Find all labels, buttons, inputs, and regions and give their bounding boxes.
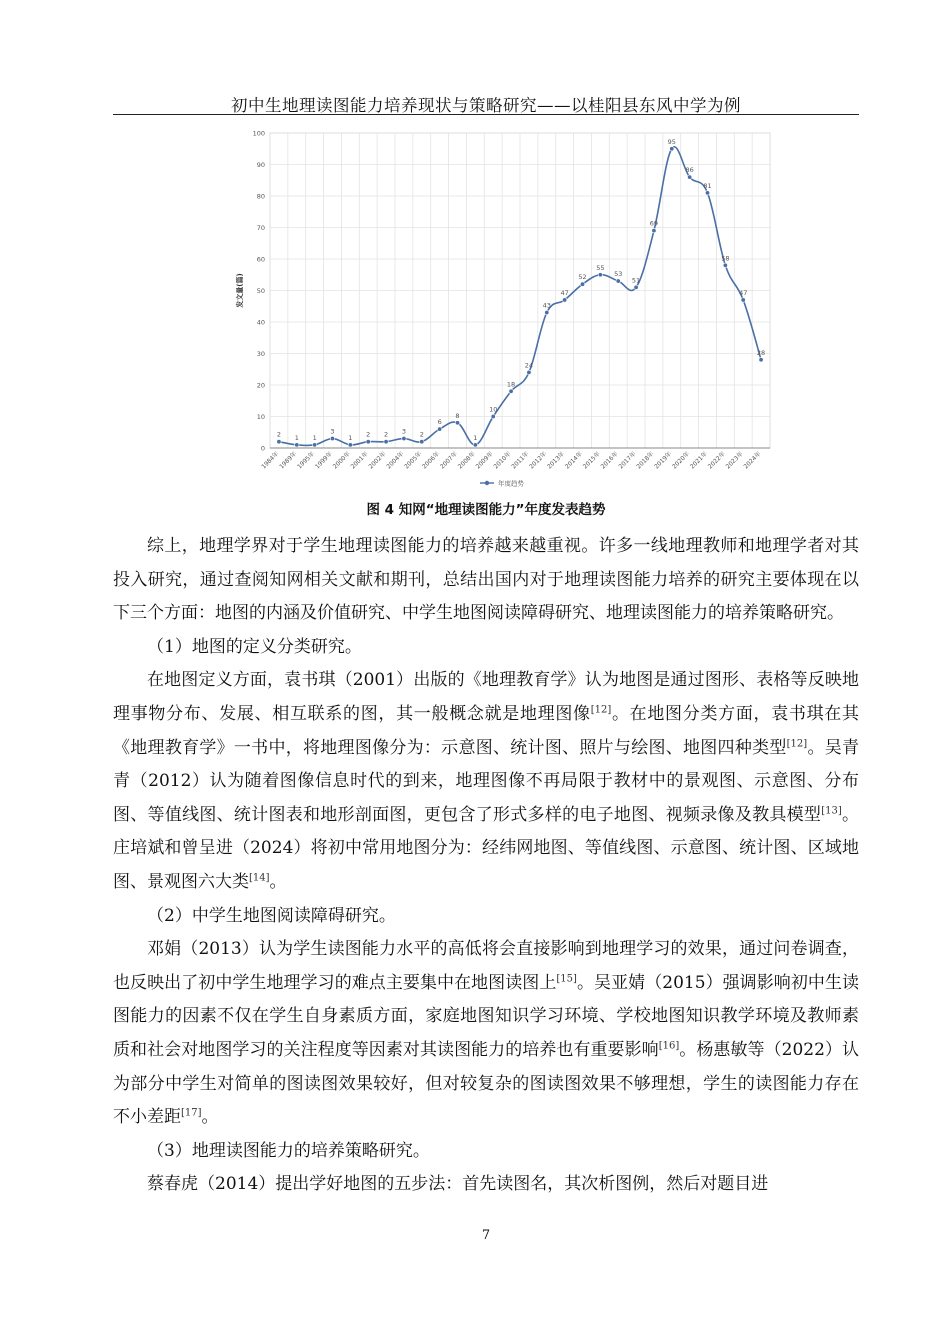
data-point — [705, 191, 709, 195]
data-label: 3 — [330, 427, 335, 436]
data-point — [437, 427, 441, 431]
legend-label: 年度趋势 — [498, 479, 524, 488]
data-label: 24 — [524, 361, 534, 370]
x-tick-label: 2019年 — [653, 450, 674, 471]
x-tick-label: 1995年 — [296, 450, 317, 471]
legend-marker — [485, 481, 489, 485]
x-tick-label: 2017年 — [617, 450, 638, 471]
y-tick-label: 20 — [256, 381, 265, 390]
running-header: 初中生地理读图能力培养现状与策略研究——以桂阳县东风中学为例 — [231, 96, 741, 115]
x-tick-label: 2013年 — [546, 450, 567, 471]
x-tick-label: 1984年 — [260, 450, 281, 471]
text-run: （2）中学生地图阅读障碍研究。 — [147, 905, 396, 926]
data-label: 18 — [506, 380, 516, 389]
data-label: 81 — [703, 181, 712, 190]
citation-ref[interactable]: [12] — [786, 737, 808, 749]
data-label: 28 — [756, 348, 766, 357]
x-tick-label: 2006年 — [421, 450, 442, 471]
data-point — [366, 440, 370, 444]
text-run: 综上，地理学界对于学生地理读图能力的培养越来越重视。许多一线地理教师和地理学者对其投入研究，通过查阅知网相关文献和期刊，总结出国内对于地理读图能力培养的研究主要体现在以下三个方面：地图的内涵及价值研究、中学生地图阅读障碍研究、地理读图能力的培养策略研究。 — [113, 536, 859, 624]
x-tick-label: 2020年 — [671, 450, 692, 471]
x-tick-label: 2004年 — [385, 450, 406, 471]
data-point — [491, 414, 495, 418]
citation-ref[interactable]: [12] — [590, 704, 612, 716]
data-point — [741, 298, 745, 302]
x-tick-label: 1999年 — [313, 450, 334, 471]
y-tick-label: 100 — [252, 129, 265, 138]
x-tick-label: 2008年 — [456, 450, 477, 471]
x-tick-label: 2018年 — [635, 450, 656, 471]
x-tick-label: 2024年 — [742, 450, 763, 471]
data-point — [545, 310, 549, 314]
trend-chart-svg — [230, 122, 780, 494]
citation-ref[interactable]: [13] — [821, 805, 842, 817]
data-point — [455, 421, 459, 425]
data-point — [384, 440, 388, 444]
x-tick-label: 2012年 — [528, 450, 549, 471]
citation-ref[interactable]: [17] — [181, 1107, 202, 1119]
text-run: 邓娟（2013）认为学生读图能力水平的高低将会直接影响到地理学习的效果，通过问卷调查，也反映出了初中学生地理学习的难点主要集中在地图读图上 — [113, 939, 859, 993]
data-point — [598, 273, 602, 277]
data-point — [652, 228, 656, 232]
data-point — [562, 298, 566, 302]
x-tick-label: 2023年 — [724, 450, 745, 471]
data-label: 2 — [419, 430, 424, 439]
data-label: 1 — [294, 433, 299, 442]
data-label: 86 — [685, 166, 694, 175]
y-tick-label: 80 — [256, 192, 265, 201]
x-tick-label: 2022年 — [706, 450, 727, 471]
citation-ref[interactable]: [16] — [658, 1040, 680, 1052]
data-point — [330, 436, 334, 440]
data-label: 69 — [649, 219, 659, 228]
y-tick-label: 90 — [256, 161, 265, 169]
y-tick-label: 30 — [256, 350, 265, 358]
text-run: 。吴亚婧（2015）强调影响初中生读图能力的因素不仅在学生自身素质方面，家庭地图知识学习环境、学校地图知识教学环境及教师素质和社会对地图学习的关注程度等因素对其读图能力的培养也有重要影响 — [113, 972, 860, 1060]
section-heading — [113, 631, 859, 665]
data-point — [687, 175, 691, 179]
data-label: 53 — [614, 270, 623, 279]
text-run: 蔡春虎（2014）提出学好地图的五步法：首先读图名，其次析图例，然后对题目进 — [147, 1174, 769, 1195]
x-tick-label: 2001年 — [349, 450, 370, 471]
y-tick-label: 10 — [256, 413, 265, 421]
y-tick-label: 50 — [256, 287, 265, 295]
data-label: 51 — [631, 276, 641, 285]
data-point — [295, 443, 299, 447]
data-point — [580, 282, 584, 286]
citation-ref[interactable]: [15] — [556, 973, 577, 985]
trend-chart — [230, 122, 780, 494]
citation-ref[interactable]: [14] — [249, 872, 270, 884]
data-point — [527, 370, 531, 374]
page-number: 7 — [481, 1228, 491, 1243]
data-label: 55 — [596, 263, 605, 272]
body-text — [113, 530, 859, 1202]
data-point — [277, 440, 281, 444]
paragraph — [113, 933, 859, 1135]
data-label: 3 — [401, 427, 406, 436]
x-tick-label: 2010年 — [492, 450, 513, 471]
x-tick-label: 2009年 — [474, 450, 495, 471]
data-label: 10 — [489, 405, 498, 414]
data-label: 58 — [721, 254, 730, 263]
section-heading — [113, 900, 859, 934]
data-point — [616, 279, 620, 283]
text-run: 。吴青青（2012）认为随着图像信息时代的到来，地理图像不再局限于教材中的景观图、示意图、分布图、等值线图、统计图表和地形剖面图，更包含了形式多样的电子地图、视频录像及教具模型 — [113, 737, 860, 825]
text-run: 。庄培斌和曾呈进（2024）将初中常用地图分为：经纬网地图、等值线图、示意图、统计图、区域地图、景观图六大类 — [113, 804, 860, 892]
x-tick-label: 2015年 — [581, 450, 602, 471]
y-tick-label: 0 — [260, 444, 265, 453]
data-label: 8 — [455, 411, 460, 420]
text-run: （1）地图的定义分类研究。 — [147, 636, 362, 657]
data-label: 1 — [473, 433, 478, 442]
text-run: 在地图定义方面，袁书琪（2001）出版的《地理教育学》认为地图是通过图形、表格等反映地理事物分布、发展、相互联系的图，其一般概念就是地理图像 — [113, 670, 859, 724]
paragraph — [113, 664, 859, 899]
y-tick-label: 70 — [256, 224, 265, 232]
data-label: 1 — [348, 433, 353, 442]
text-run: 。 — [269, 871, 287, 892]
section-heading — [113, 1135, 859, 1169]
paragraph — [113, 530, 859, 631]
text-run: 。在地图分类方面，袁书琪在其《地理教育学》一书中，将地理图像分为：示意图、统计图、照片与绘图、地图四种类型 — [113, 703, 860, 758]
data-point — [759, 358, 763, 362]
data-label: 47 — [739, 288, 748, 297]
y-tick-label: 40 — [256, 318, 265, 327]
x-tick-label: 2002年 — [367, 450, 388, 471]
x-tick-label: 2014年 — [563, 450, 584, 471]
data-point — [312, 443, 316, 447]
data-label: 6 — [437, 418, 442, 427]
data-label: 43 — [542, 301, 551, 310]
text-run: 。杨惠敏等（2022）认为部分中学生对简单的图读图效果较好，但对较复杂的图读图效果不够理想，学生的读图能力存在不小差距 — [113, 1039, 859, 1128]
x-tick-label: 1989年 — [278, 450, 299, 471]
x-tick-label: 2007年 — [438, 450, 459, 471]
data-label: 52 — [578, 273, 587, 282]
data-point — [670, 147, 674, 151]
data-label: 47 — [560, 288, 569, 297]
data-point — [420, 440, 424, 444]
data-label: 2 — [276, 430, 281, 439]
data-label: 2 — [366, 430, 371, 439]
data-label: 1 — [312, 433, 317, 442]
text-run: 。 — [201, 1107, 219, 1128]
data-point — [348, 443, 352, 447]
data-point — [402, 436, 406, 440]
data-point — [509, 389, 513, 393]
x-tick-label: 2000年 — [331, 450, 352, 471]
x-tick-label: 2005年 — [403, 450, 424, 471]
figure-caption: 图 4 知网“地理读图能力”年度发表趋势 — [366, 502, 606, 518]
data-label: 2 — [384, 430, 389, 439]
x-tick-label: 2011年 — [510, 450, 531, 471]
paragraph — [113, 1168, 859, 1202]
data-label: 95 — [667, 137, 676, 146]
data-point — [723, 263, 727, 267]
y-axis-title: 发文量(篇) — [236, 273, 244, 308]
header-rule — [113, 114, 859, 115]
x-tick-label: 2016年 — [599, 450, 620, 471]
data-point — [634, 285, 638, 289]
text-run: （3）地理读图能力的培养策略研究。 — [147, 1140, 430, 1161]
y-tick-label: 60 — [256, 255, 265, 264]
data-point — [473, 443, 477, 447]
x-tick-label: 2021年 — [688, 450, 709, 471]
